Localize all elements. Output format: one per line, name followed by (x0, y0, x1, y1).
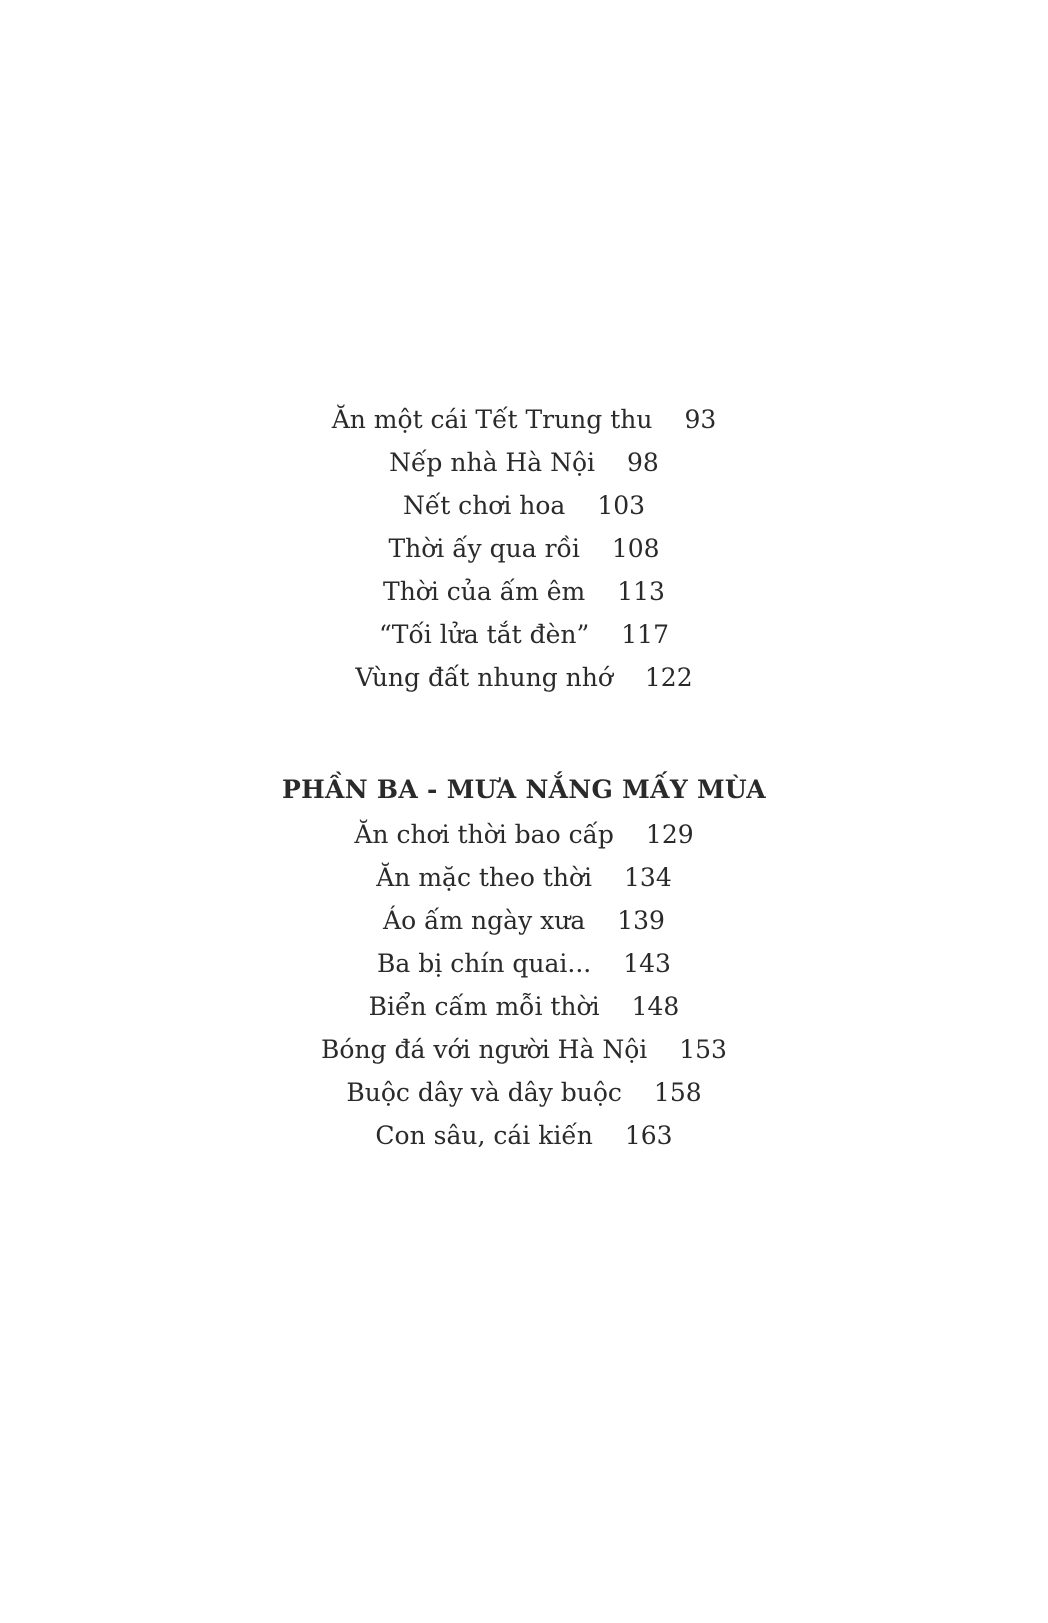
toc-entry-page: 148 (631, 992, 680, 1021)
toc-entry (0, 942, 1048, 985)
toc-entry-page: 113 (617, 577, 665, 606)
toc-entry-title: Ăn mặc theo thời (376, 863, 593, 892)
toc-entry-page: 108 (611, 534, 660, 563)
toc-entry-title: Buộc dây và dây buộc (346, 1078, 622, 1107)
toc-entry (0, 813, 1048, 856)
toc-entry-title: Vùng đất nhung nhớ (355, 663, 613, 692)
toc-entry (0, 985, 1048, 1028)
toc-entry-title: Ba bị chín quai... (377, 949, 592, 978)
toc-entry-page: 158 (653, 1078, 702, 1107)
toc-entry-page: 153 (679, 1035, 727, 1064)
toc-entry (0, 656, 1048, 699)
toc-entry-title: Con sâu, cái kiến (375, 1121, 593, 1150)
toc-entry-title: Ăn chơi thời bao cấp (354, 820, 614, 849)
toc-entry-title: Thời ấy qua rồi (388, 534, 580, 563)
toc-entry-page: 139 (617, 906, 665, 935)
toc-entry-page: 98 (627, 448, 659, 477)
toc-entry (0, 856, 1048, 899)
toc-part-two-tail (0, 398, 1048, 699)
toc-entry-page: 93 (684, 405, 717, 434)
toc-entry-page: 103 (597, 491, 646, 520)
toc-entry (0, 1114, 1048, 1157)
toc-entry (0, 484, 1048, 527)
toc-entry-page: 129 (645, 820, 694, 849)
toc-entry-page: 117 (621, 620, 669, 649)
toc-entry (0, 1071, 1048, 1114)
toc-entry-page: 163 (624, 1121, 673, 1150)
toc-entry-title: Ăn một cái Tết Trung thu (331, 405, 653, 434)
toc-entry (0, 1028, 1048, 1071)
toc-entry (0, 441, 1048, 484)
toc-part-three (0, 766, 1048, 1157)
toc-entry (0, 613, 1048, 656)
toc-entry-title: Bóng đá với người Hà Nội (321, 1035, 648, 1064)
toc-entry (0, 570, 1048, 613)
section-heading: PHẦN BA - MƯA NẮNG MẤY MÙA (282, 775, 766, 804)
toc-entry-page: 122 (644, 663, 693, 692)
toc-entry (0, 899, 1048, 942)
toc-entry-title: Biển cấm mỗi thời (368, 992, 600, 1021)
toc-entry-title: Áo ấm ngày xưa (383, 906, 586, 935)
toc-entry-page: 143 (623, 949, 671, 978)
toc-entry-title: Thời của ấm êm (383, 577, 586, 606)
toc-entry (0, 527, 1048, 570)
toc-entry (0, 398, 1048, 441)
toc-entry-page: 134 (624, 863, 672, 892)
toc-entry-title: Nết chơi hoa (402, 491, 566, 520)
toc-entry-title: “Tối lửa tắt đèn” (379, 620, 590, 649)
toc-entry-title: Nếp nhà Hà Nội (389, 448, 596, 477)
